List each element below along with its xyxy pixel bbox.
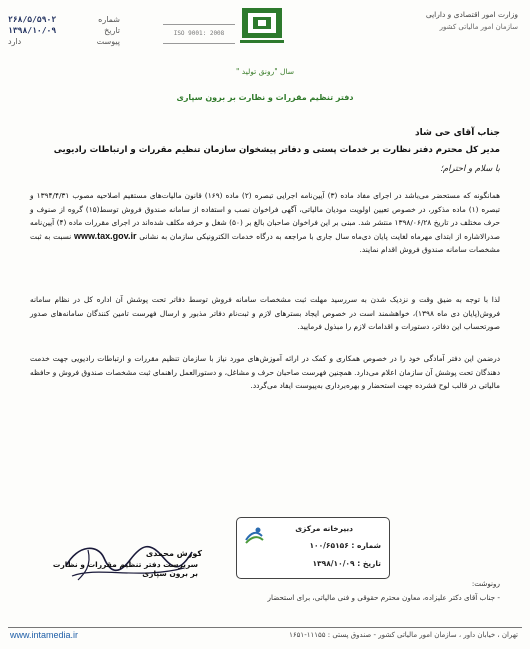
ministry-name: وزارت امور اقتصادی و دارایی [425,10,518,19]
signatory-title: سرپرست دفتر تنظیم مقررات و نظارت بر برون سپاری [52,560,198,578]
letter-date-row [8,25,120,36]
iso-certification: ISO 9001: 2008 [163,24,235,44]
footer-divider [8,627,522,628]
addressee-name: جناب آقای حی شاد [414,128,500,138]
body-paragraph-1-tail: نسبت به ثبت مشخصات سامانه صندوق فروش اقدام نمایند. [30,231,500,255]
attachment-label: پیوست [96,37,120,46]
footer-website[interactable]: www.intamedia.ir [10,630,79,640]
cc-heading: رونوشت: [471,579,500,588]
letter-number: ۲۶۸/۵/۵۹۰۲ [8,15,57,24]
tax-organization-emblem-icon [236,6,288,48]
stamp-date: تاریخ : ۱۳۹۸/۱۰/۰۹ [312,559,381,568]
body-paragraph-3: درضمن این دفتر آمادگی خود را در خصوص همکاری و کمک در ارائه آموزش‌های مورد نیاز با سازمان تنظیم مقررات و ارتباطات رادیویی جهت خدمت دهندگان تحت پوشش آن سازمان اعلام می‌دارد. همچنین فهرست صاحبان حرف و مشاغل، و دستورالعمل راهنمای ثبت مشخصات صندوق فروش و حافظه مالیاتی در قالب لوح فشرده جهت استحضار و بهره‌برداری به‌پیوست ایفاد می‌گردد. [30,354,500,391]
signatory-name: کورش محمدی [145,549,202,558]
year-motto: سال "رونق تولید " [235,67,295,76]
letterhead-organization [318,8,518,34]
tax-portal-link[interactable]: www.tax.gov.ir [73,230,137,241]
attachment-value: دارد [8,37,22,46]
cc-recipient: - جناب آقای دکتر علیزاده، معاون محترم حقوقی و فنی مالیاتی، برای استحضار [267,593,500,602]
organization-name: سازمان امور مالیاتی کشور [439,23,518,31]
letter-date-label: تاریخ [104,26,120,35]
body-paragraph-1 [30,189,500,257]
body-paragraph-2: لذا با توجه به ضیق وقت و نزدیک شدن به سررسید مهلت ثبت مشخصات سامانه فروش توسط دفاتر تحت پوشش آن اداره کل در نظام سامانه فروش(پایان دی ماه ۱۳۹۸)، خواهشمند است در خصوص ایجاد بسترهای لازم و ثبت‌نام دفاتر مذبور و ارسال فهرست تامین کنندگان سامانه‌های صدور صورتحساب این دفاتر، دستورات و اقدامات لازم را مبذول فرمایید. [30,295,500,332]
greeting: با سلام و احترام؛ [440,164,500,174]
footer-address: تهران ، خیابان داور ، سازمان امور مالیاتی کشور - صندوق پستی : ۱۱۱۵۵-۱۶۵۱ [289,631,518,639]
letter-meta [8,14,120,47]
registry-stamp [236,517,390,579]
registry-logo-icon [243,524,265,546]
issuing-office: دفتر تنظیم مقررات و نظارت بر برون سپاری [176,93,354,102]
letter-date: ۱۳۹۸/۱۰/۰۹ [8,26,57,35]
letter-number-row [8,14,120,25]
body-paragraph-1-text: همانگونه که مستحضر می‌باشد در اجرای مفاد ماده (۳) آیین‌نامه اجرایی تبصره (۲) ماده (۱۶۹) قانون مالیات‌های مستقیم اصلاحیه مصوب ۱۳۹۴/۴/۳۱ و تبصره (۱) ماده مذکور، در خصوص تعیین اولویت مودیان مالیاتی، آگهی فراخوان نصب و استفاده از سامانه صندوق فروش توسط(۱۵) گروه از صنوف و حرف مختلف در تاریخ ۱۳۹۸/۰۶/۲۸ منتشر شد. مبنی بر این فراخوان صاحبان بالغ بر (۵۰) شغل و حرفه مکلف شده‌اند در اجرای مقررات ماده (۴) آیین‌نامه صدرالاشاره از ابتدای مهرماه لغایت پایان دی‌ماه سال جاری با مراجعه به درگاه خدمات الکترونیکی سازمان به نشانی [30,191,501,241]
stamp-title: دبیرخانه مرکزی [295,524,353,533]
attachment-row [8,36,120,47]
stamp-number: شماره : ۱۰۰/۶۵۱۵۶ [309,541,381,550]
letter-number-label: شماره [98,15,120,24]
addressee-title: مدیر کل محترم دفتر نظارت بر خدمات پستی و دفاتر پیشخوان سازمان تنظیم مقررات و ارتباطات رادیویی [53,145,500,155]
